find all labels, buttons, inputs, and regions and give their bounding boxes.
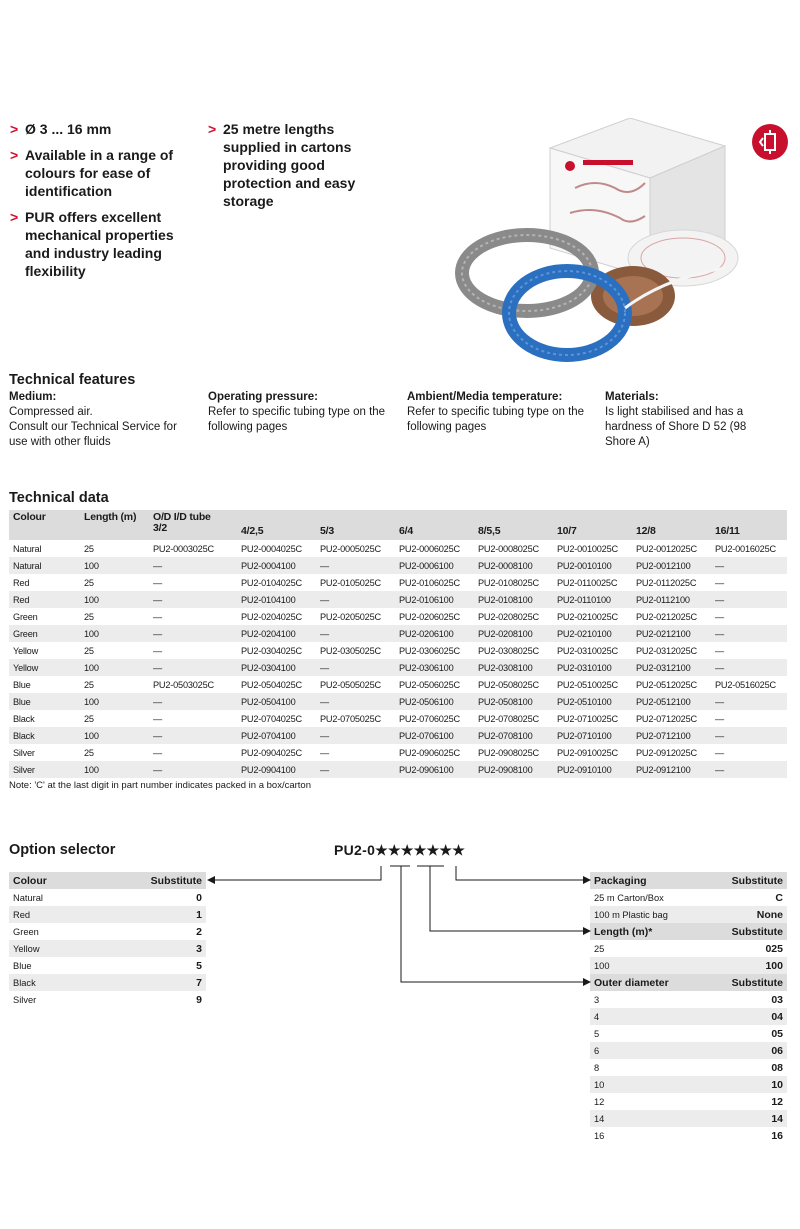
selector-header: Colour <box>9 872 90 889</box>
selector-option: 100 m Plastic bag <box>590 906 705 923</box>
cell-part-number: — <box>711 608 787 625</box>
cell-part-number: PU2-0204025C <box>237 608 316 625</box>
cell-part-number: — <box>316 744 395 761</box>
bullet-arrow-icon: > <box>10 121 19 137</box>
cell-part-number: — <box>711 761 787 778</box>
cell-part-number: PU2-0006100 <box>395 557 474 574</box>
selector-substitute: 9 <box>90 991 206 1008</box>
header-size: 5/3 <box>316 510 395 540</box>
table-row <box>9 625 787 642</box>
cell-part-number: PU2-0504025C <box>237 676 316 693</box>
selector-header: Substitute <box>705 923 787 940</box>
feature-text: Compressed air. <box>9 406 93 418</box>
cell-length: 25 <box>80 642 149 659</box>
selector-substitute: None <box>705 906 787 923</box>
cell-length: 25 <box>80 574 149 591</box>
cell-part-number: PU2-0708100 <box>474 727 553 744</box>
cell-length: 25 <box>80 710 149 727</box>
cell-length: 100 <box>80 693 149 710</box>
product-photo-tubing-carton <box>455 118 740 368</box>
cell-part-number: — <box>149 591 237 608</box>
selector-header: Length (m)* <box>590 923 705 940</box>
cell-part-number: PU2-0310100 <box>553 659 632 676</box>
cell-part-number: PU2-0104100 <box>237 591 316 608</box>
cell-colour: Red <box>9 574 80 591</box>
cell-part-number: PU2-0503025C <box>149 676 237 693</box>
cell-length: 25 <box>80 676 149 693</box>
cell-length: 100 <box>80 761 149 778</box>
bullet-text: 25 metre lengths supplied in cartons providing good protection and easy storage <box>223 121 356 209</box>
table-row <box>9 642 787 659</box>
header-size: 16/11 <box>711 510 787 540</box>
selector-option: Natural <box>9 889 90 906</box>
cell-colour: Green <box>9 625 80 642</box>
cell-part-number: PU2-0206100 <box>395 625 474 642</box>
selector-option: 5 <box>590 1025 705 1042</box>
cell-part-number: PU2-0004025C <box>237 540 316 557</box>
cell-part-number: — <box>711 693 787 710</box>
selector-option: Red <box>9 906 90 923</box>
selector-row <box>590 1008 787 1025</box>
selector-substitute: 0 <box>90 889 206 906</box>
bullet-arrow-icon: > <box>10 147 19 163</box>
cell-length: 25 <box>80 540 149 557</box>
selector-substitute: 10 <box>705 1076 787 1093</box>
selector-option: 14 <box>590 1110 705 1127</box>
technical-features-title: Technical features <box>9 372 136 388</box>
technical-data-table <box>9 510 787 778</box>
cell-length: 100 <box>80 727 149 744</box>
selector-row <box>9 940 206 957</box>
cell-part-number: — <box>149 557 237 574</box>
cell-part-number: PU2-0712025C <box>632 710 711 727</box>
selector-row <box>590 1042 787 1059</box>
cell-part-number: — <box>149 574 237 591</box>
selector-substitute: 5 <box>90 957 206 974</box>
cell-part-number: PU2-0506025C <box>395 676 474 693</box>
cell-part-number: PU2-0006025C <box>395 540 474 557</box>
selector-header: Packaging <box>590 872 705 889</box>
selector-substitute: 05 <box>705 1025 787 1042</box>
cell-part-number: — <box>316 659 395 676</box>
cell-part-number: PU2-0710100 <box>553 727 632 744</box>
cell-part-number: — <box>711 625 787 642</box>
cell-part-number: PU2-0912100 <box>632 761 711 778</box>
cell-part-number: PU2-0904100 <box>237 761 316 778</box>
table-row <box>9 659 787 676</box>
cell-part-number: — <box>149 710 237 727</box>
selector-option: 12 <box>590 1093 705 1110</box>
selector-option: 3 <box>590 991 705 1008</box>
cell-part-number: PU2-0110100 <box>553 591 632 608</box>
selector-header: Substitute <box>705 872 787 889</box>
selector-row <box>9 957 206 974</box>
table-row <box>9 557 787 574</box>
header-size: 6/4 <box>395 510 474 540</box>
table-row <box>9 574 787 591</box>
cell-part-number: PU2-0016025C <box>711 540 787 557</box>
selector-row <box>9 991 206 1008</box>
selector-substitute: 12 <box>705 1093 787 1110</box>
cell-part-number: PU2-0003025C <box>149 540 237 557</box>
cell-colour: Black <box>9 727 80 744</box>
cell-part-number: PU2-0906025C <box>395 744 474 761</box>
selector-substitute: 2 <box>90 923 206 940</box>
selector-header-row <box>590 872 787 889</box>
cell-length: 100 <box>80 591 149 608</box>
selector-option: 8 <box>590 1059 705 1076</box>
cell-part-number: PU2-0210025C <box>553 608 632 625</box>
cell-part-number: — <box>316 557 395 574</box>
selector-substitute: 025 <box>705 940 787 957</box>
cell-part-number: — <box>711 727 787 744</box>
cell-part-number: PU2-0506100 <box>395 693 474 710</box>
cell-part-number: PU2-0210100 <box>553 625 632 642</box>
cell-part-number: PU2-0906100 <box>395 761 474 778</box>
cell-part-number: PU2-0312100 <box>632 659 711 676</box>
technical-data-title: Technical data <box>9 490 109 506</box>
feature-bullets-right <box>208 120 378 218</box>
cell-part-number: PU2-0112025C <box>632 574 711 591</box>
cell-part-number: PU2-0308100 <box>474 659 553 676</box>
table-row <box>9 676 787 693</box>
cell-part-number: — <box>149 642 237 659</box>
cell-part-number: PU2-0208100 <box>474 625 553 642</box>
cell-part-number: — <box>149 693 237 710</box>
header-size: 3/2 <box>153 522 167 534</box>
header-size: 12/8 <box>632 510 711 540</box>
cell-part-number: — <box>711 659 787 676</box>
cell-part-number: PU2-0308025C <box>474 642 553 659</box>
selector-substitute: 7 <box>90 974 206 991</box>
selector-row <box>9 889 206 906</box>
cell-length: 100 <box>80 625 149 642</box>
selector-row <box>9 906 206 923</box>
cell-part-number: PU2-0706100 <box>395 727 474 744</box>
cell-part-number: — <box>711 710 787 727</box>
feature-bullet <box>10 208 200 280</box>
selector-header: Substitute <box>705 974 787 991</box>
option-selector-table <box>590 872 787 1144</box>
cell-part-number: PU2-0704100 <box>237 727 316 744</box>
cell-part-number: PU2-0005025C <box>316 540 395 557</box>
cell-part-number: PU2-0910100 <box>553 761 632 778</box>
cell-part-number: PU2-0105025C <box>316 574 395 591</box>
table-row <box>9 710 787 727</box>
selector-substitute: 16 <box>705 1127 787 1144</box>
cell-length: 100 <box>80 557 149 574</box>
bullet-text: Ø 3 ... 16 mm <box>25 121 112 137</box>
selector-option: 25 <box>590 940 705 957</box>
cell-part-number: PU2-0108025C <box>474 574 553 591</box>
header-od-id <box>149 510 237 540</box>
selector-row <box>590 991 787 1008</box>
cell-part-number: PU2-0106100 <box>395 591 474 608</box>
cell-part-number: PU2-0305025C <box>316 642 395 659</box>
selector-row <box>590 1127 787 1144</box>
cell-part-number: — <box>149 625 237 642</box>
feature-bullet <box>208 120 378 210</box>
cell-part-number: PU2-0516025C <box>711 676 787 693</box>
selector-option: Silver <box>9 991 90 1008</box>
table-row <box>9 591 787 608</box>
cell-part-number: PU2-0505025C <box>316 676 395 693</box>
cell-length: 25 <box>80 744 149 761</box>
cell-colour: Yellow <box>9 659 80 676</box>
selector-substitute: 1 <box>90 906 206 923</box>
feature-text: Consult our Technical Service for use with other fluids <box>9 421 177 448</box>
selector-substitute: 06 <box>705 1042 787 1059</box>
cell-part-number: — <box>149 659 237 676</box>
table-row <box>9 608 787 625</box>
table-row <box>9 727 787 744</box>
cell-part-number: PU2-0212100 <box>632 625 711 642</box>
selector-header: Substitute <box>90 872 206 889</box>
selector-option: 16 <box>590 1127 705 1144</box>
cell-part-number: PU2-0512025C <box>632 676 711 693</box>
header-size: 10/7 <box>553 510 632 540</box>
option-selector-body <box>590 872 787 1144</box>
feature-temperature <box>407 390 595 435</box>
colour-selector-table <box>9 872 206 1008</box>
feature-text: Refer to specific tubing type on the following pages <box>407 406 585 433</box>
cell-part-number: PU2-0508025C <box>474 676 553 693</box>
selector-option: Yellow <box>9 940 90 957</box>
cell-part-number: PU2-0206025C <box>395 608 474 625</box>
cell-part-number: PU2-0508100 <box>474 693 553 710</box>
cell-part-number: PU2-0208025C <box>474 608 553 625</box>
cell-part-number: PU2-0104025C <box>237 574 316 591</box>
cell-part-number: PU2-0304100 <box>237 659 316 676</box>
cell-part-number: — <box>149 608 237 625</box>
feature-heading: Materials: <box>605 391 659 403</box>
selector-header-row <box>9 872 206 889</box>
feature-heading: Ambient/Media temperature: <box>407 391 563 403</box>
bullet-arrow-icon: > <box>10 209 19 225</box>
cell-part-number: — <box>711 591 787 608</box>
selector-substitute: 14 <box>705 1110 787 1127</box>
cell-part-number: PU2-0912025C <box>632 744 711 761</box>
table-row <box>9 693 787 710</box>
selector-row <box>590 1093 787 1110</box>
header-colour: Colour <box>9 510 80 540</box>
cell-colour: Blue <box>9 676 80 693</box>
selector-substitute: 04 <box>705 1008 787 1025</box>
selector-substitute: 03 <box>705 991 787 1008</box>
cell-part-number: — <box>316 591 395 608</box>
cell-part-number: PU2-0112100 <box>632 591 711 608</box>
cell-part-number: PU2-0004100 <box>237 557 316 574</box>
cell-part-number: PU2-0010100 <box>553 557 632 574</box>
cell-length: 100 <box>80 659 149 676</box>
cell-length: 25 <box>80 608 149 625</box>
selector-row <box>590 1110 787 1127</box>
table-note: Note: 'C' at the last digit in part number indicates packed in a box/carton <box>9 780 311 791</box>
feature-text: Is light stabilised and has a hardness of Shore D 52 (98 Shore A) <box>605 406 747 448</box>
cell-part-number: — <box>316 761 395 778</box>
cell-part-number: PU2-0910025C <box>553 744 632 761</box>
cell-part-number: PU2-0908100 <box>474 761 553 778</box>
header-size: 8/5,5 <box>474 510 553 540</box>
bullet-text: Available in a range of colours for ease of identification <box>25 147 174 199</box>
selector-option: Black <box>9 974 90 991</box>
cell-part-number: PU2-0008100 <box>474 557 553 574</box>
feature-bullets-left <box>10 120 200 288</box>
cell-part-number: PU2-0510025C <box>553 676 632 693</box>
cell-part-number: PU2-0008025C <box>474 540 553 557</box>
selector-option: Blue <box>9 957 90 974</box>
selector-header-row <box>590 923 787 940</box>
cell-part-number: — <box>316 625 395 642</box>
cell-part-number: PU2-0312025C <box>632 642 711 659</box>
cell-part-number: — <box>316 727 395 744</box>
selector-row <box>9 974 206 991</box>
cell-part-number: — <box>149 744 237 761</box>
cell-part-number: — <box>711 574 787 591</box>
cell-part-number: — <box>316 693 395 710</box>
cell-colour: Yellow <box>9 642 80 659</box>
cell-colour: Green <box>9 608 80 625</box>
cell-colour: Red <box>9 591 80 608</box>
selector-row <box>590 957 787 974</box>
selector-header-row <box>590 974 787 991</box>
selector-substitute: 100 <box>705 957 787 974</box>
table-header-row <box>9 510 787 540</box>
selector-option: 6 <box>590 1042 705 1059</box>
table-row <box>9 744 787 761</box>
selector-substitute: 3 <box>90 940 206 957</box>
cell-part-number: PU2-0205025C <box>316 608 395 625</box>
selector-header: Outer diameter <box>590 974 705 991</box>
table-row <box>9 761 787 778</box>
feature-pressure <box>208 390 396 435</box>
header-od-id-label: O/D I/D tube <box>153 511 211 523</box>
cell-part-number: PU2-0110025C <box>553 574 632 591</box>
technical-data-body <box>9 540 787 778</box>
bullet-arrow-icon: > <box>208 121 217 137</box>
part-number-code: PU2-0★★★★★★★ <box>334 842 466 858</box>
selector-row <box>9 923 206 940</box>
cell-part-number: — <box>711 642 787 659</box>
cell-part-number: PU2-0512100 <box>632 693 711 710</box>
selector-row <box>590 889 787 906</box>
cell-part-number: PU2-0108100 <box>474 591 553 608</box>
selector-option: Green <box>9 923 90 940</box>
cell-part-number: PU2-0106025C <box>395 574 474 591</box>
bullet-text: PUR offers excellent mechanical properties and industry leading flexibility <box>25 209 174 279</box>
feature-bullet <box>10 146 200 200</box>
cell-part-number: PU2-0304025C <box>237 642 316 659</box>
cell-colour: Natural <box>9 540 80 557</box>
cell-colour: Silver <box>9 744 80 761</box>
cell-part-number: PU2-0012025C <box>632 540 711 557</box>
cell-colour: Blue <box>9 693 80 710</box>
feature-text: Refer to specific tubing type on the following pages <box>208 406 386 433</box>
cell-part-number: PU2-0712100 <box>632 727 711 744</box>
header-size: 4/2,5 <box>237 510 316 540</box>
selector-option: 10 <box>590 1076 705 1093</box>
selector-option: 4 <box>590 1008 705 1025</box>
selector-substitute: 08 <box>705 1059 787 1076</box>
cell-part-number: PU2-0204100 <box>237 625 316 642</box>
cell-part-number: PU2-0510100 <box>553 693 632 710</box>
cell-part-number: PU2-0706025C <box>395 710 474 727</box>
selector-option: 100 <box>590 957 705 974</box>
cell-part-number: PU2-0705025C <box>316 710 395 727</box>
selector-row <box>590 1059 787 1076</box>
colour-selector-body <box>9 889 206 1008</box>
feature-heading: Operating pressure: <box>208 391 318 403</box>
cell-part-number: — <box>149 727 237 744</box>
selector-substitute: C <box>705 889 787 906</box>
cell-part-number: PU2-0306100 <box>395 659 474 676</box>
feature-materials <box>605 390 770 450</box>
option-selector-title: Option selector <box>9 842 116 858</box>
cell-part-number: — <box>711 744 787 761</box>
feature-medium <box>9 390 194 450</box>
cell-colour: Silver <box>9 761 80 778</box>
cell-colour: Black <box>9 710 80 727</box>
cell-part-number: PU2-0908025C <box>474 744 553 761</box>
cell-part-number: PU2-0212025C <box>632 608 711 625</box>
cell-part-number: PU2-0310025C <box>553 642 632 659</box>
selector-row <box>590 906 787 923</box>
cell-colour: Natural <box>9 557 80 574</box>
cell-part-number: PU2-0010025C <box>553 540 632 557</box>
cell-part-number: PU2-0904025C <box>237 744 316 761</box>
cell-part-number: PU2-0704025C <box>237 710 316 727</box>
tubing-category-icon <box>752 124 788 160</box>
header-length: Length (m) <box>80 510 149 540</box>
cell-part-number: PU2-0710025C <box>553 710 632 727</box>
cell-part-number: PU2-0504100 <box>237 693 316 710</box>
feature-bullet <box>10 120 200 138</box>
feature-heading: Medium: <box>9 391 57 403</box>
selector-row <box>590 1025 787 1042</box>
selector-row <box>590 940 787 957</box>
cell-part-number: PU2-0012100 <box>632 557 711 574</box>
selector-row <box>590 1076 787 1093</box>
selector-option: 25 m Carton/Box <box>590 889 705 906</box>
cell-part-number: PU2-0306025C <box>395 642 474 659</box>
table-row <box>9 540 787 557</box>
cell-part-number: — <box>149 761 237 778</box>
cell-part-number: — <box>711 557 787 574</box>
cell-part-number: PU2-0708025C <box>474 710 553 727</box>
